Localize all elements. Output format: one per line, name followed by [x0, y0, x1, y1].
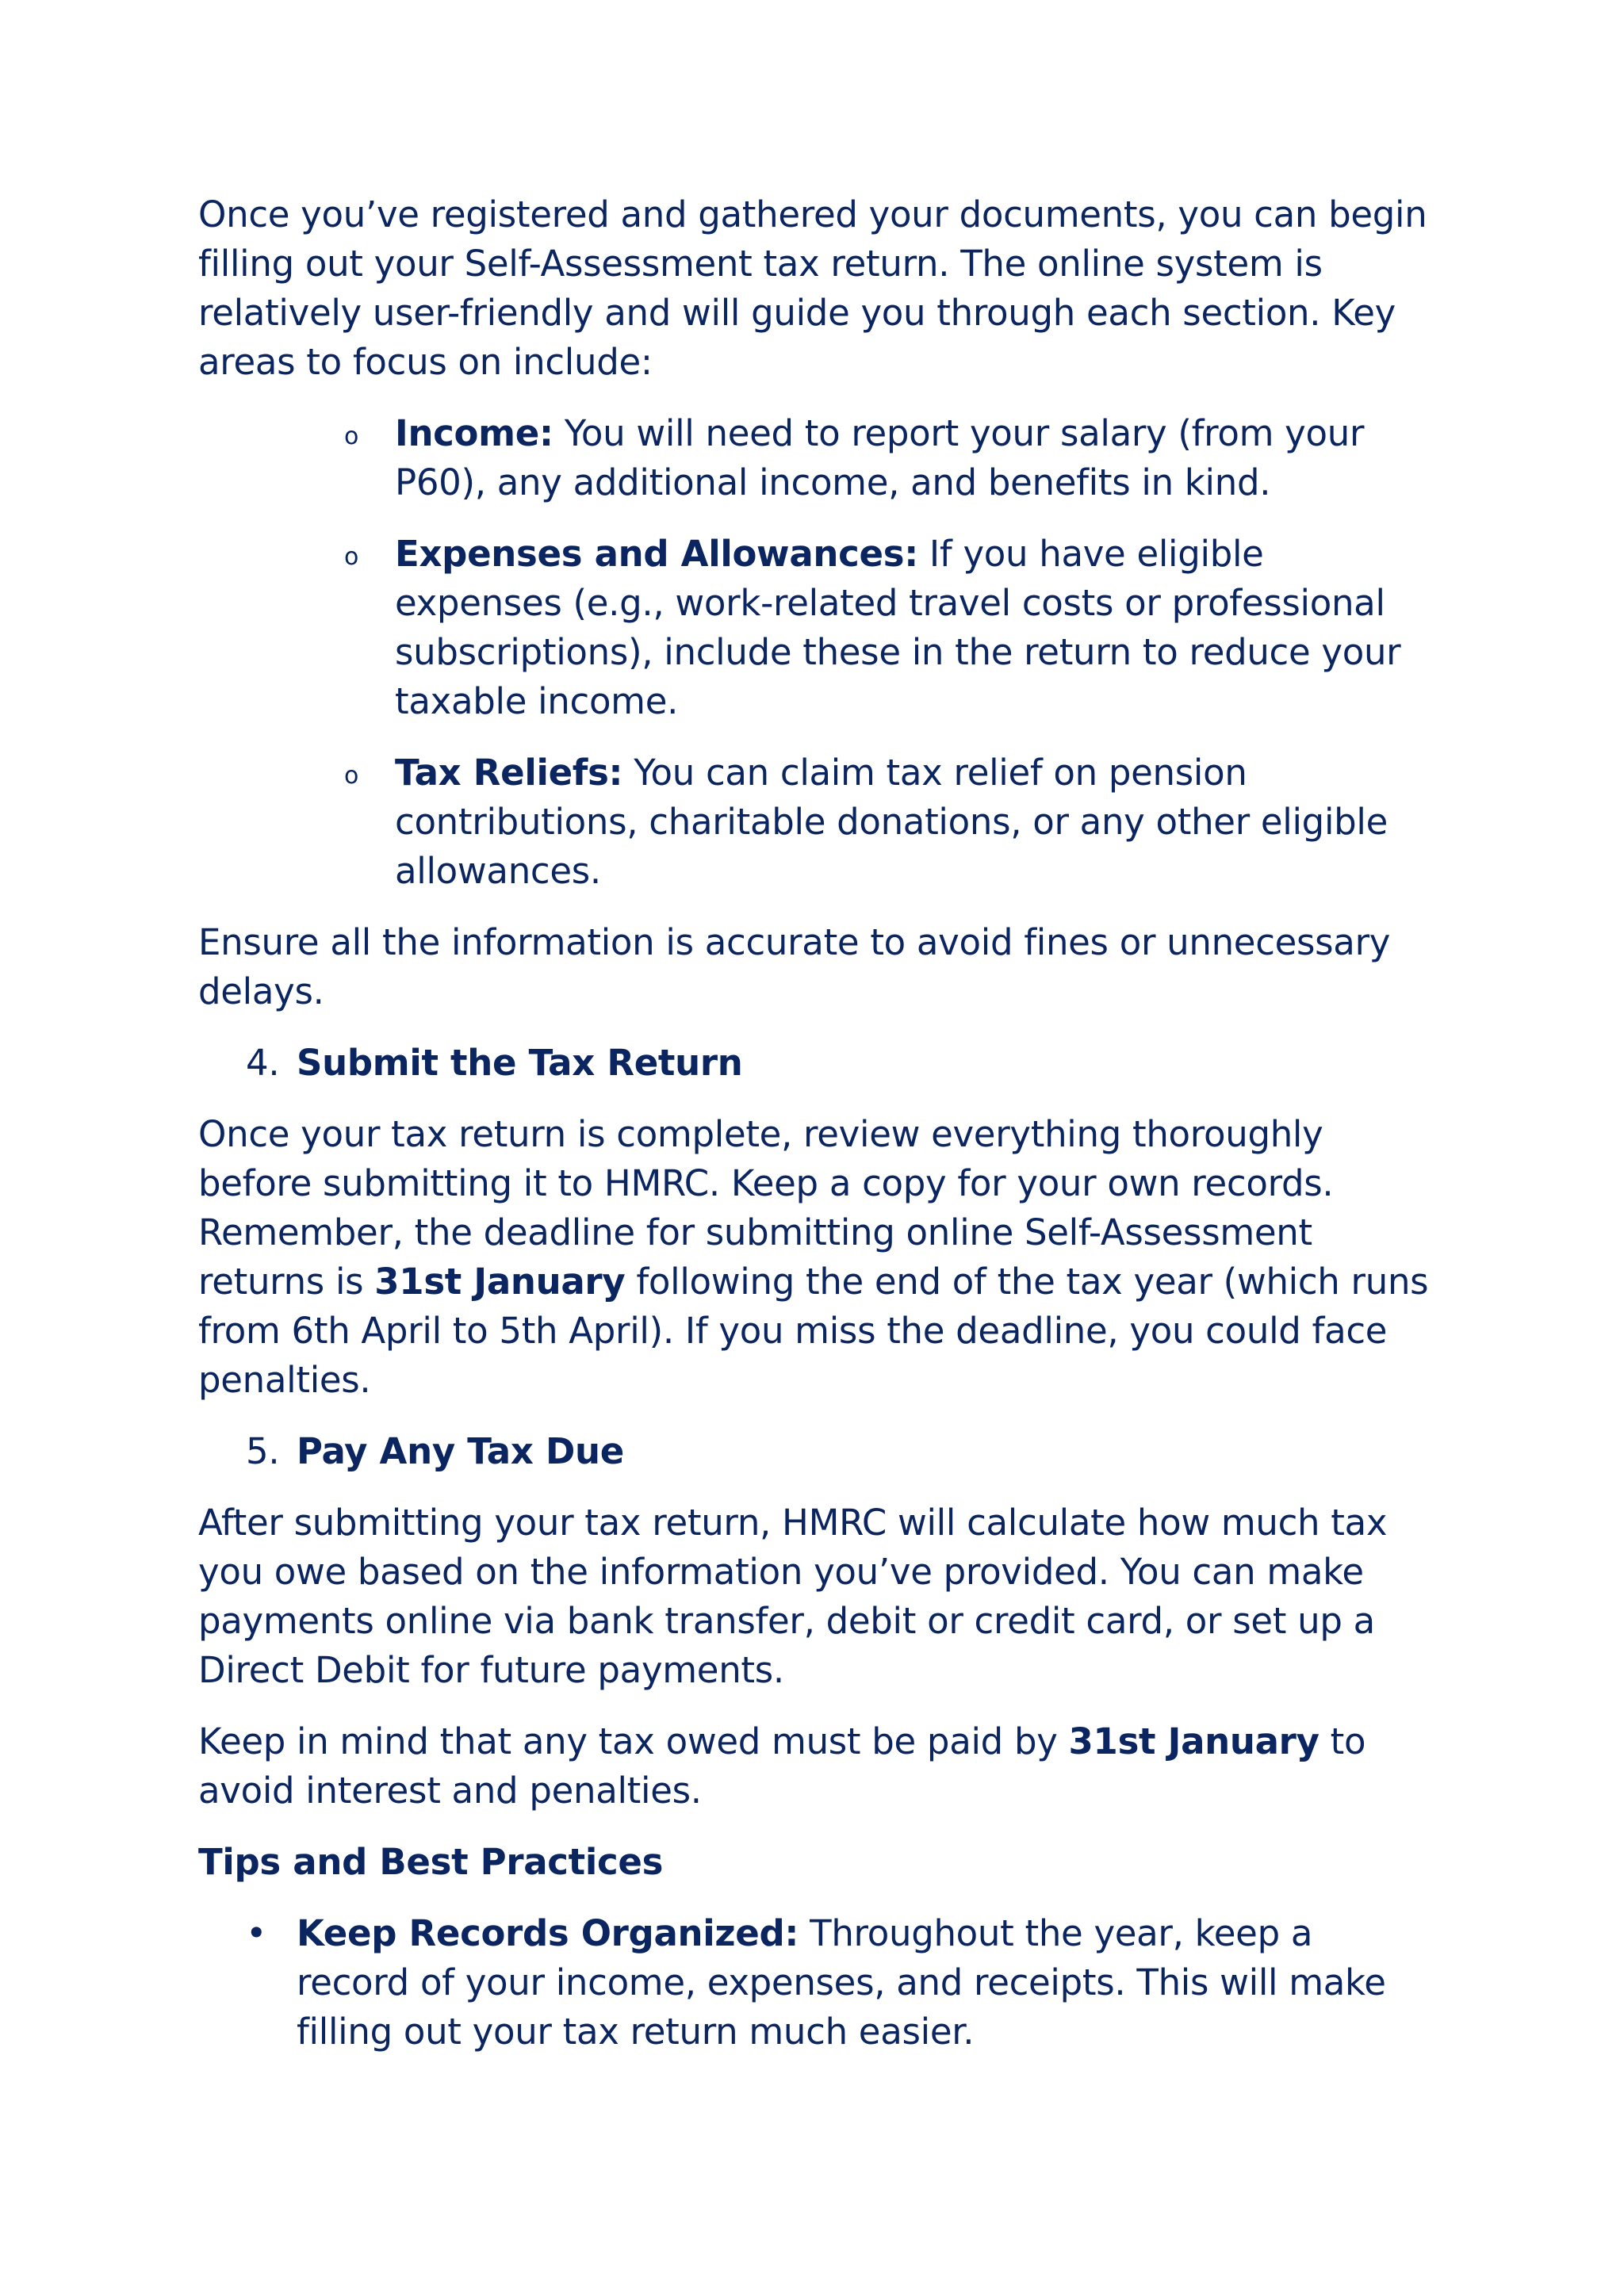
hollow-bullet-icon: o	[344, 543, 359, 571]
tips-heading: Tips and Best Practices	[198, 1841, 664, 1883]
focus-area-income	[344, 409, 1435, 507]
step-4-text-end: following the end of the tax year (which runs from 6th April to 5th April). If you miss the deadline, you could face penalties.	[198, 1261, 1429, 1401]
tip-title: Keep Records Organized:	[297, 1912, 799, 1954]
payment-deadline-paragraph	[198, 1717, 1435, 1816]
focus-area-title: Tax Reliefs:	[395, 752, 623, 794]
step-number: 4.	[246, 1042, 280, 1084]
step-4-heading	[198, 1039, 1435, 1088]
step-5-heading	[198, 1427, 1435, 1476]
hollow-bullet-icon: o	[344, 762, 359, 790]
step-number: 5.	[246, 1430, 280, 1472]
payment-text-end: to avoid interest and penalties.	[198, 1720, 1366, 1812]
focus-area-text: You can claim tax relief on pension contributions, charitable donations, or any other eligible allowances.	[395, 752, 1388, 892]
step-4-text: Once your tax return is complete, review everything thoroughly before submitting it to HMRC. Keep a copy for your own records. Remember, the deadline for submitting online Self-Assessment returns is	[198, 1113, 1334, 1303]
tips-list	[198, 1909, 1435, 2057]
focus-area-expenses	[344, 530, 1435, 726]
payment-deadline-date: 31st January	[1068, 1720, 1320, 1762]
bullet-icon: •	[246, 1912, 267, 1954]
step-title: Submit the Tax Return	[297, 1042, 743, 1084]
focus-areas-list	[198, 409, 1435, 896]
focus-area-text: If you have eligible expenses (e.g., work-related travel costs or professional subscriptions), include these in the return to reduce your taxable income.	[395, 533, 1401, 722]
step-title: Pay Any Tax Due	[297, 1430, 624, 1472]
tip-text: Throughout the year, keep a record of your income, expenses, and receipts. This will make filling out your tax return much easier.	[297, 1912, 1386, 2053]
step-5-paragraph: After submitting your tax return, HMRC will calculate how much tax you owe based on the information you’ve provided. You can make payments online via bank transfer, debit or credit card, or set up a Direct Debit for future payments.	[198, 1502, 1388, 1691]
step-4-paragraph	[198, 1110, 1435, 1405]
hollow-bullet-icon: o	[344, 423, 359, 450]
document-content	[198, 190, 1435, 2057]
intro-paragraph: Once you’ve registered and gathered your documents, you can begin filling out your Self-Assessment tax return. The online system is relatively user-friendly and will guide you through each section. Key areas to focus on include:	[198, 193, 1427, 383]
payment-text: Keep in mind that any tax owed must be paid by	[198, 1720, 1069, 1762]
tip-item	[246, 1909, 1435, 2057]
focus-area-title: Expenses and Allowances:	[395, 533, 918, 575]
focus-area-title: Income:	[395, 412, 553, 454]
deadline-date: 31st January	[374, 1261, 626, 1303]
focus-area-reliefs	[344, 748, 1435, 896]
accuracy-note: Ensure all the information is accurate to avoid fines or unnecessary delays.	[198, 921, 1391, 1012]
focus-area-text: You will need to report your salary (from your P60), any additional income, and benefits in kind.	[395, 412, 1365, 503]
